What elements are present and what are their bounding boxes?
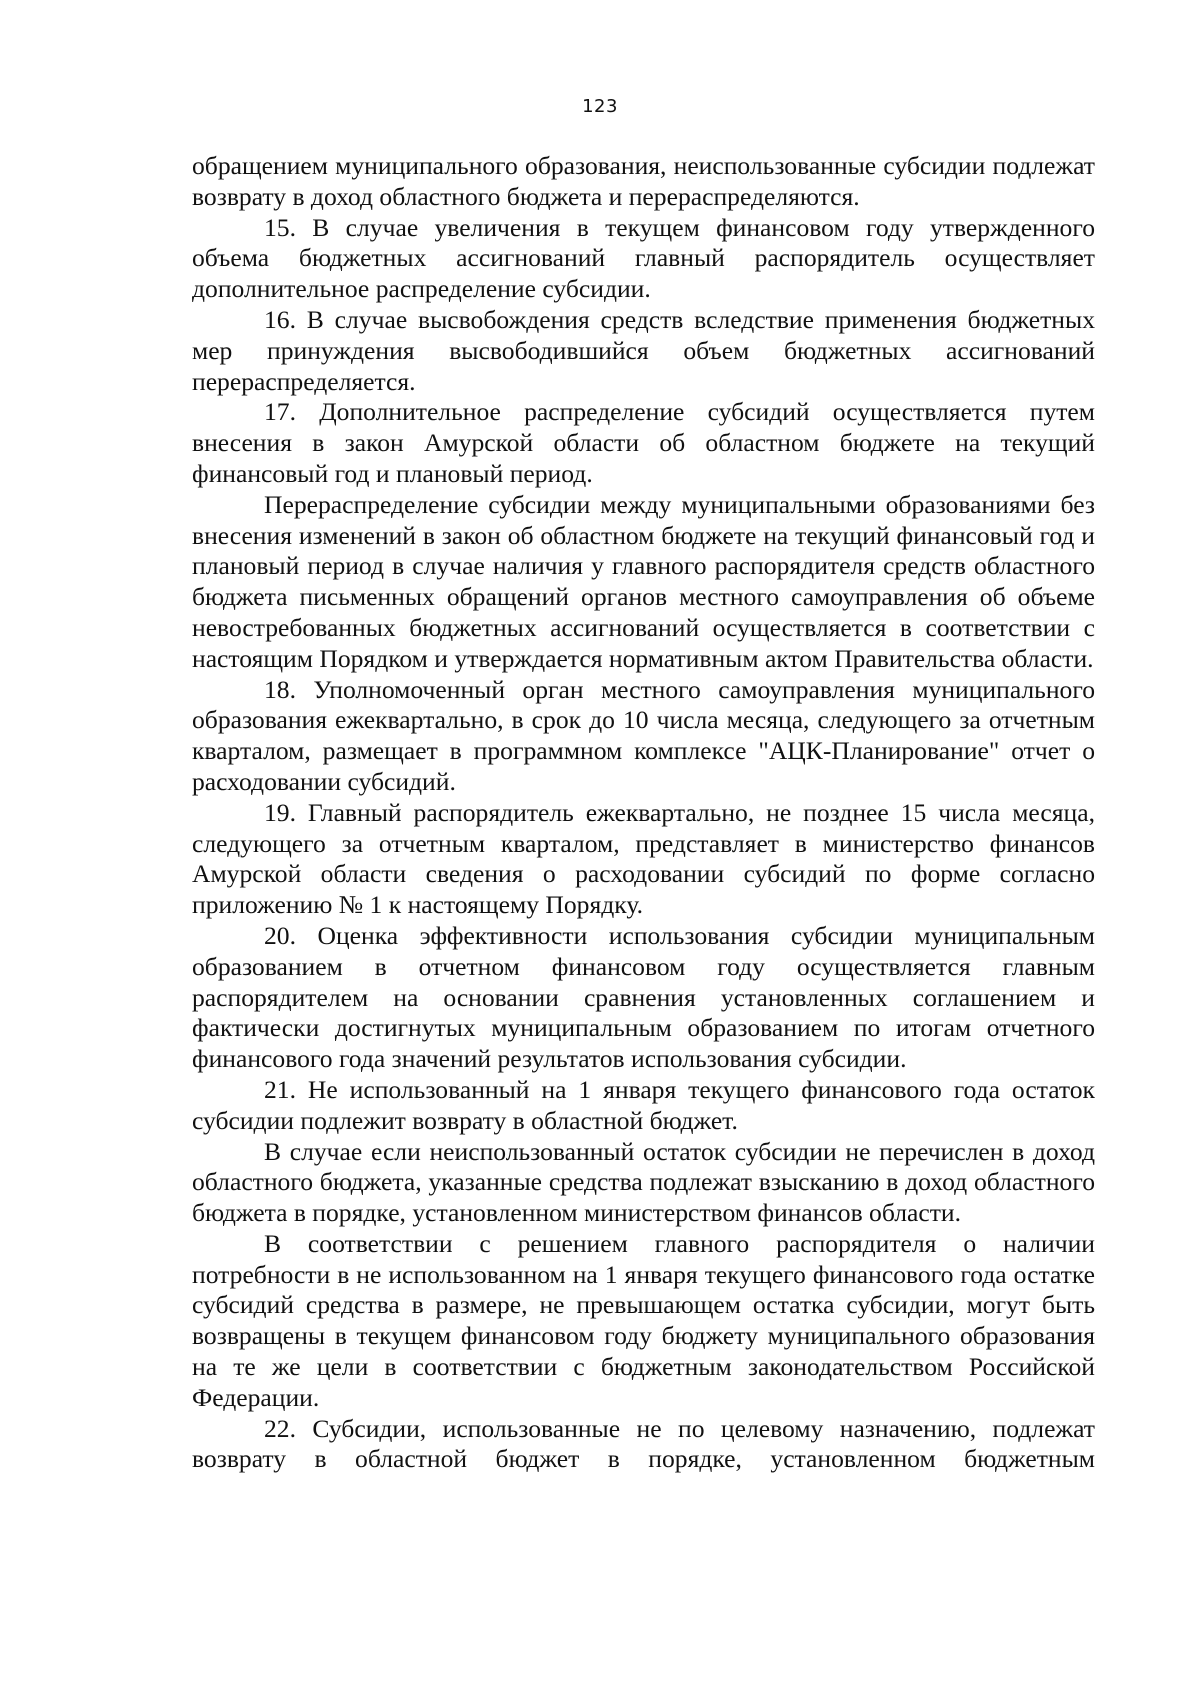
- paragraph-item-16: 16. В случае высвобождения средств вследствие применения бюджетных мер принуждения высвободившийся объем бюджетных ассигнований перераспределяется.: [192, 304, 1095, 396]
- paragraph-continuation: обращением муниципального образования, неиспользованные субсидии подлежат возврату в доход областного бюджета и перераспределяются.: [192, 151, 1095, 211]
- paragraph-recovery: В случае если неиспользованный остаток субсидии не перечислен в доход областного бюджета, указанные средства подлежат взысканию в доход областного бюджета в порядке, установленном министерством финансов области.: [192, 1136, 1095, 1228]
- paragraph-item-20: 20. Оценка эффективности использования субсидии муниципальным образованием в отчетном финансовом году осуществляется главным распорядителем на основании сравнения установленных соглашением и фактически достигнутых муниципальным образованием по итогам отчетного финансового года значений результатов использования субсидии.: [192, 920, 1095, 1074]
- document-body: [192, 151, 1095, 1475]
- paragraph-item-19: 19. Главный распорядитель ежеквартально, не позднее 15 числа месяца, следующего за отчетным кварталом, представляет в министерство финансов Амурской области сведения о расходовании субсидий по форме согласно приложению № 1 к настоящему Порядку.: [192, 797, 1095, 920]
- paragraph-item-18: 18. Уполномоченный орган местного самоуправления муниципального образования ежеквартально, в срок до 10 числа месяца, следующего за отчетным кварталом, размещает в программном комплексе "АЦК-Планирование" отчет о расходовании субсидий.: [192, 674, 1095, 796]
- paragraph-item-17: 17. Дополнительное распределение субсидий осуществляется путем внесения в закон Амурской области об областном бюджете на текущий финансовый год и плановый период.: [192, 397, 1095, 488]
- paragraph-redistribution: Перераспределение субсидии между муниципальными образованиями без внесения изменений в закон об областном бюджете на текущий финансовый год и плановый период в случае наличия у главного распорядителя средств областного бюджета письменных обращений органов местного самоуправления об объеме невостребованных бюджетных ассигнований осуществляется в соответствии с настоящим Порядком и утверждается нормативным актом Правительства области.: [192, 489, 1095, 673]
- paragraph-return-remainder: В соответствии с решением главного распорядителя о наличии потребности в не использованном на 1 января текущего финансового года остатке субсидий средства в размере, не превышающем остатка субсидии, могут быть возвращены в текущем финансовом году бюджету муниципального образования на те же цели в соответствии с бюджетным законодательством Российской Федерации.: [192, 1228, 1095, 1412]
- page-number: 123: [582, 96, 618, 117]
- paragraph-item-21: 21. Не использованный на 1 января текущего финансового года остаток субсидии подлежит возврату в областной бюджет.: [192, 1074, 1095, 1135]
- paragraph-item-15: 15. В случае увеличения в текущем финансовом году утвержденного объема бюджетных ассигнований главный распорядитель осуществляет дополнительное распределение субсидии.: [192, 212, 1095, 304]
- paragraph-item-22: 22. Субсидии, использованные не по целевому назначению, подлежат возврату в областной бюджет в порядке, установленном бюджетным: [192, 1413, 1095, 1474]
